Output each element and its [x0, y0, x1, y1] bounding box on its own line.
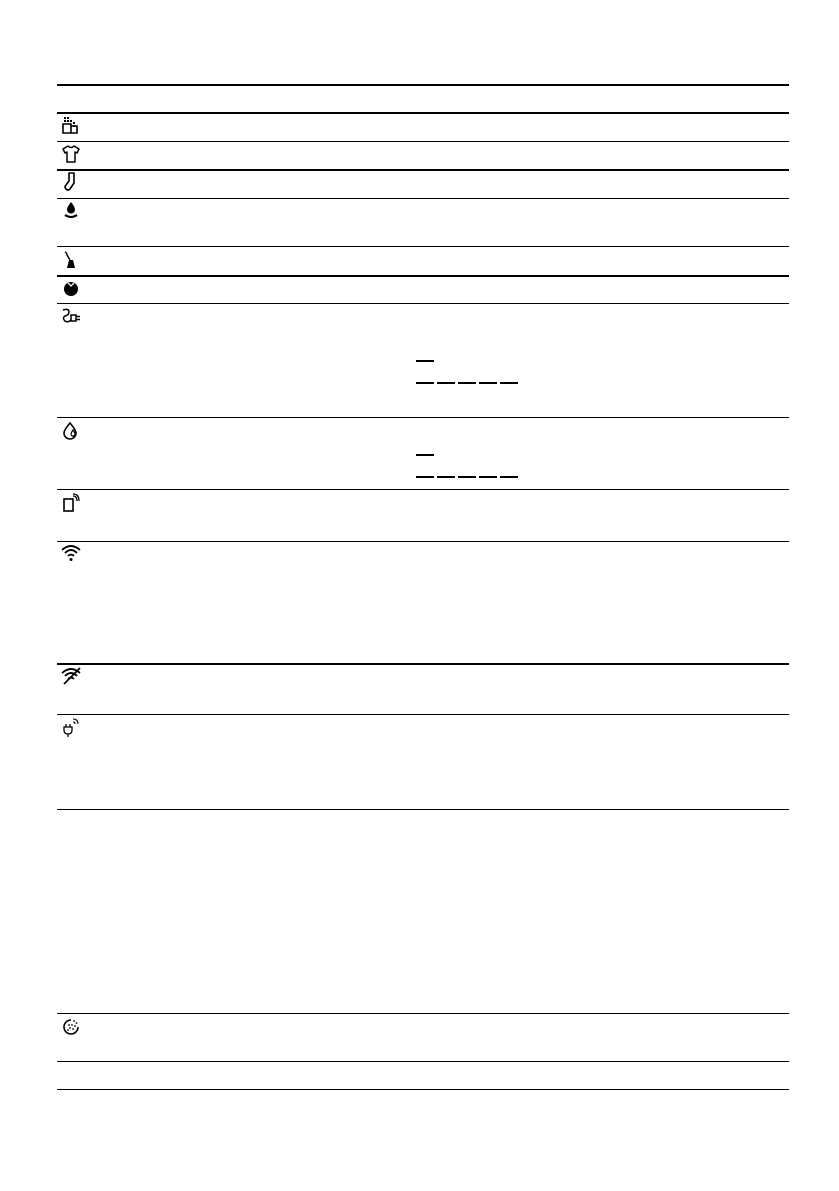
- remote-device-icon: [61, 493, 81, 513]
- wifi-icon: [61, 543, 81, 563]
- row-divider: [57, 1013, 789, 1014]
- table-bottom-rule: [57, 1089, 789, 1090]
- dash-mark: [437, 382, 455, 384]
- water-drop-icon: [61, 421, 81, 441]
- dash-mark: [416, 360, 434, 362]
- row-divider: [57, 112, 789, 114]
- tomato-stain-icon: [61, 278, 81, 298]
- row-divider: [57, 663, 789, 665]
- sock-icon: [61, 172, 81, 192]
- t-shirt-icon: [61, 144, 81, 164]
- table-top-rule: [57, 84, 789, 86]
- row-divider: [57, 541, 789, 542]
- dash-mark: [479, 382, 497, 384]
- grid-box-icon: [61, 116, 81, 136]
- row-divider: [57, 417, 789, 418]
- row-divider: [57, 489, 789, 490]
- dash-mark: [458, 382, 476, 384]
- row-divider: [57, 809, 789, 810]
- row-divider: [57, 714, 789, 715]
- row-divider: [57, 246, 789, 247]
- row-divider: [57, 1061, 789, 1062]
- row-divider: [57, 198, 789, 199]
- row-divider: [57, 169, 789, 171]
- hanging-tag-icon: [61, 250, 81, 270]
- wifi-off-icon: [61, 666, 81, 686]
- dash-mark: [458, 476, 476, 478]
- dash-mark: [479, 476, 497, 478]
- water-drop-tray-icon: [61, 200, 81, 220]
- row-divider: [57, 275, 789, 277]
- dotted-clock-icon: [61, 1017, 81, 1037]
- dash-mark: [500, 476, 518, 478]
- smart-plug-icon: [61, 718, 81, 738]
- dash-mark: [416, 454, 434, 456]
- row-divider: [57, 141, 789, 142]
- dash-mark: [416, 382, 434, 384]
- dash-mark: [500, 382, 518, 384]
- power-plug-icon: [61, 306, 81, 326]
- row-divider: [57, 303, 789, 304]
- dash-mark: [416, 476, 434, 478]
- dash-mark: [437, 476, 455, 478]
